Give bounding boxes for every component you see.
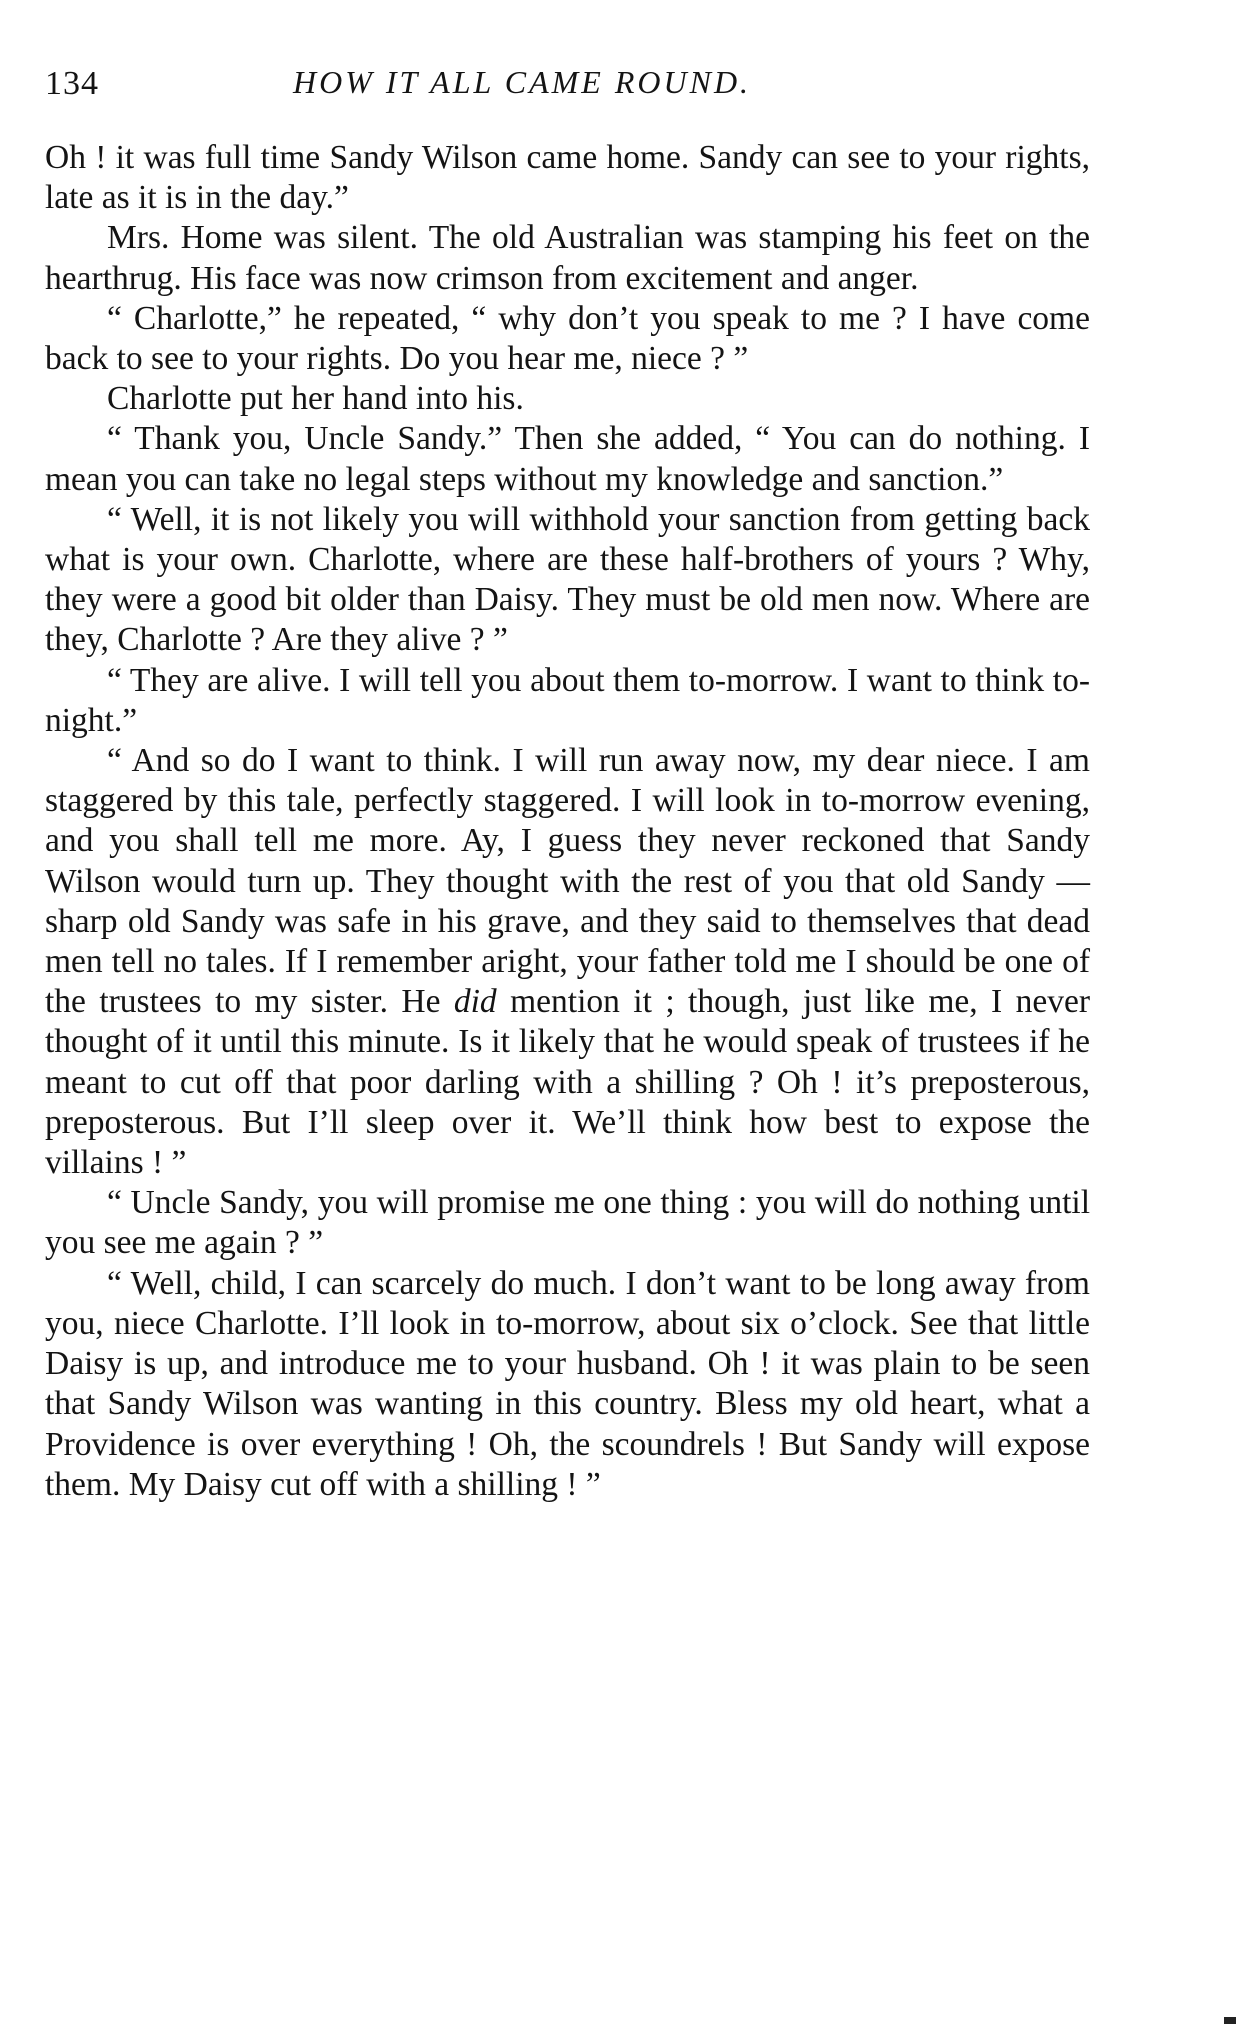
page-number: 134	[45, 65, 99, 102]
paragraph-8-part-2: mention it ; though, just like me, I never thought of it until this minute. Is it likely that he would speak of trustees if he meant to cut off that poor darling with a shilling ? Oh ! it’s preposterous, preposterous. But I’ll sleep over it. We’ll think how best to expose the villains ! ”	[45, 983, 1090, 1182]
paragraph-8-part-1: “ And so do I want to think. I will run away now, my dear niece. I am staggered by this tale, perfectly staggered. I will look in to-morrow evening, and you shall tell me more. Ay, I guess they never reckoned that Sandy Wilson would turn up. They thought with the rest of you that old Sandy —sharp old Sandy was safe in his grave, and they said to themselves that dead men tell no tales. If I remember aright, your father told me I should be one of the trustees to my sister. He	[45, 742, 1090, 1021]
scan-edge-mark	[1224, 2017, 1236, 2024]
paragraph-10: “ Well, child, I can scarcely do much. I don’t want to be long away from you, niece Charlotte. I’ll look in to-morrow, about six o’clock. See that little Daisy is up, and introduce me to your husband. Oh ! it was plain to be seen that Sandy Wilson was wanting in this country. Bless my old heart, what a Providence is over everything ! Oh, the scoundrels ! But Sandy will expose them. My Daisy cut off with a shilling ! ”	[45, 1264, 1090, 1503]
body-text	[45, 138, 1090, 1505]
paragraph-2: Mrs. Home was silent. The old Australian was stamping his feet on the hearthrug. His face was now crimson from excitement and anger.	[45, 219, 1090, 297]
paragraph-5: “ Thank you, Uncle Sandy.” Then she added, “ You can do nothing. I mean you can take no legal steps without my knowledge and sanction.”	[45, 420, 1090, 498]
paragraph-3: “ Charlotte,” he repeated, “ why don’t you speak to me ? I have come back to see to your rights. Do you hear me, niece ? ”	[45, 299, 1090, 378]
paragraph-8	[45, 741, 1090, 1183]
paragraph-1: Oh ! it was full time Sandy Wilson came home. Sandy can see to your rights, late as it is in the day.”	[45, 139, 1090, 217]
emphasis-did: did	[453, 983, 497, 1021]
paragraph-4: Charlotte put her hand into his.	[107, 380, 524, 418]
paragraph-7: “ They are alive. I will tell you about them to-morrow. I want to think to-night.”	[45, 661, 1090, 739]
running-title: HOW IT ALL CAME ROUND.	[293, 64, 752, 100]
paragraph-9: “ Uncle Sandy, you will promise me one thing : you will do nothing until you see me again ? ”	[45, 1184, 1090, 1262]
paragraph-6: “ Well, it is not likely you will withhold your sanction from getting back what is your own. Charlotte, where are these half-brothers of yours ? Why, they were a good bit older than Daisy. They must be old men now. Where are they, Charlotte ? Are they alive ? ”	[45, 500, 1090, 659]
page-header	[45, 60, 1090, 108]
